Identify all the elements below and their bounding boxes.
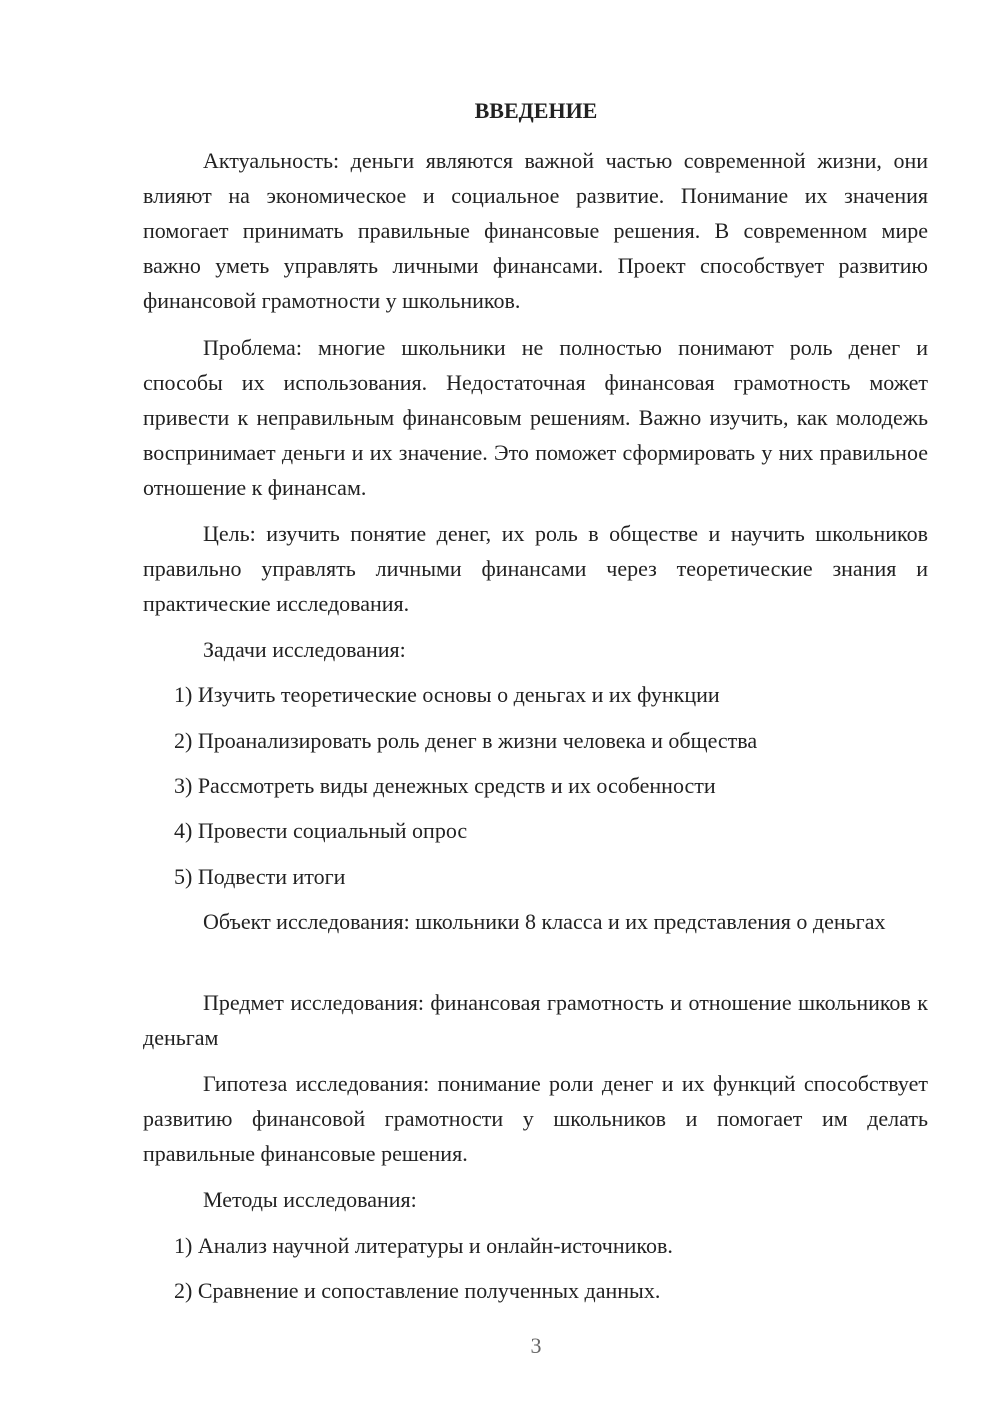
- list-item-task-4: 4) Провести социальный опрос: [174, 818, 468, 843]
- goal-paragraph: Цель: изучить понятие денег, их роль в обществе и научить школьников правильно управлять личными финансами через теоретические знания и практические исследования.: [143, 521, 928, 616]
- list-item-method-2: 2) Сравнение и сопоставление полученных данных.: [174, 1278, 661, 1303]
- tasks-heading: Задачи исследования:: [203, 637, 406, 662]
- list-item-task-2: 2) Проанализировать роль денег в жизни человека и общества: [174, 728, 758, 753]
- list-item-task-5: 5) Подвести итоги: [174, 864, 346, 889]
- list-item-task-3: 3) Рассмотреть виды денежных средств и их особенности: [174, 773, 716, 798]
- problem-paragraph: Проблема: многие школьники не полностью понимают роль денег и способы их использования. Недостаточная финансовая грамотность может привести к неправильным финансовым решениям. Важно изучить, как молодежь воспринимает деньги и их значение. Это поможет сформировать у них правильное отношение к финансам.: [143, 335, 928, 500]
- hypothesis-paragraph: Гипотеза исследования: понимание роли денег и их функций способствует развитию финансовой грамотности у школьников и помогает им делать правильные финансовые решения.: [143, 1071, 928, 1166]
- relevance-paragraph: Актуальность: деньги являются важной частью современной жизни, они влияют на экономическое и социальное развитие. Понимание их значения помогает принимать правильные финансовые решения. В современном мире важно уметь управлять личными финансами. Проект способствует развитию финансовой грамотности у школьников.: [143, 148, 928, 313]
- list-item-task-1: 1) Изучить теоретические основы о деньгах и их функции: [174, 682, 720, 707]
- list-item-method-1: 1) Анализ научной литературы и онлайн-источников.: [174, 1233, 673, 1258]
- page-number: 3: [530, 1333, 542, 1358]
- subject-paragraph: Предмет исследования: финансовая грамотность и отношение школьников к деньгам: [143, 990, 928, 1050]
- methods-heading: Методы исследования:: [203, 1187, 417, 1212]
- page-title: ВВЕДЕНИЕ: [474, 98, 598, 123]
- object-paragraph: Объект исследования: школьники 8 класса и их представления о деньгах: [203, 909, 886, 934]
